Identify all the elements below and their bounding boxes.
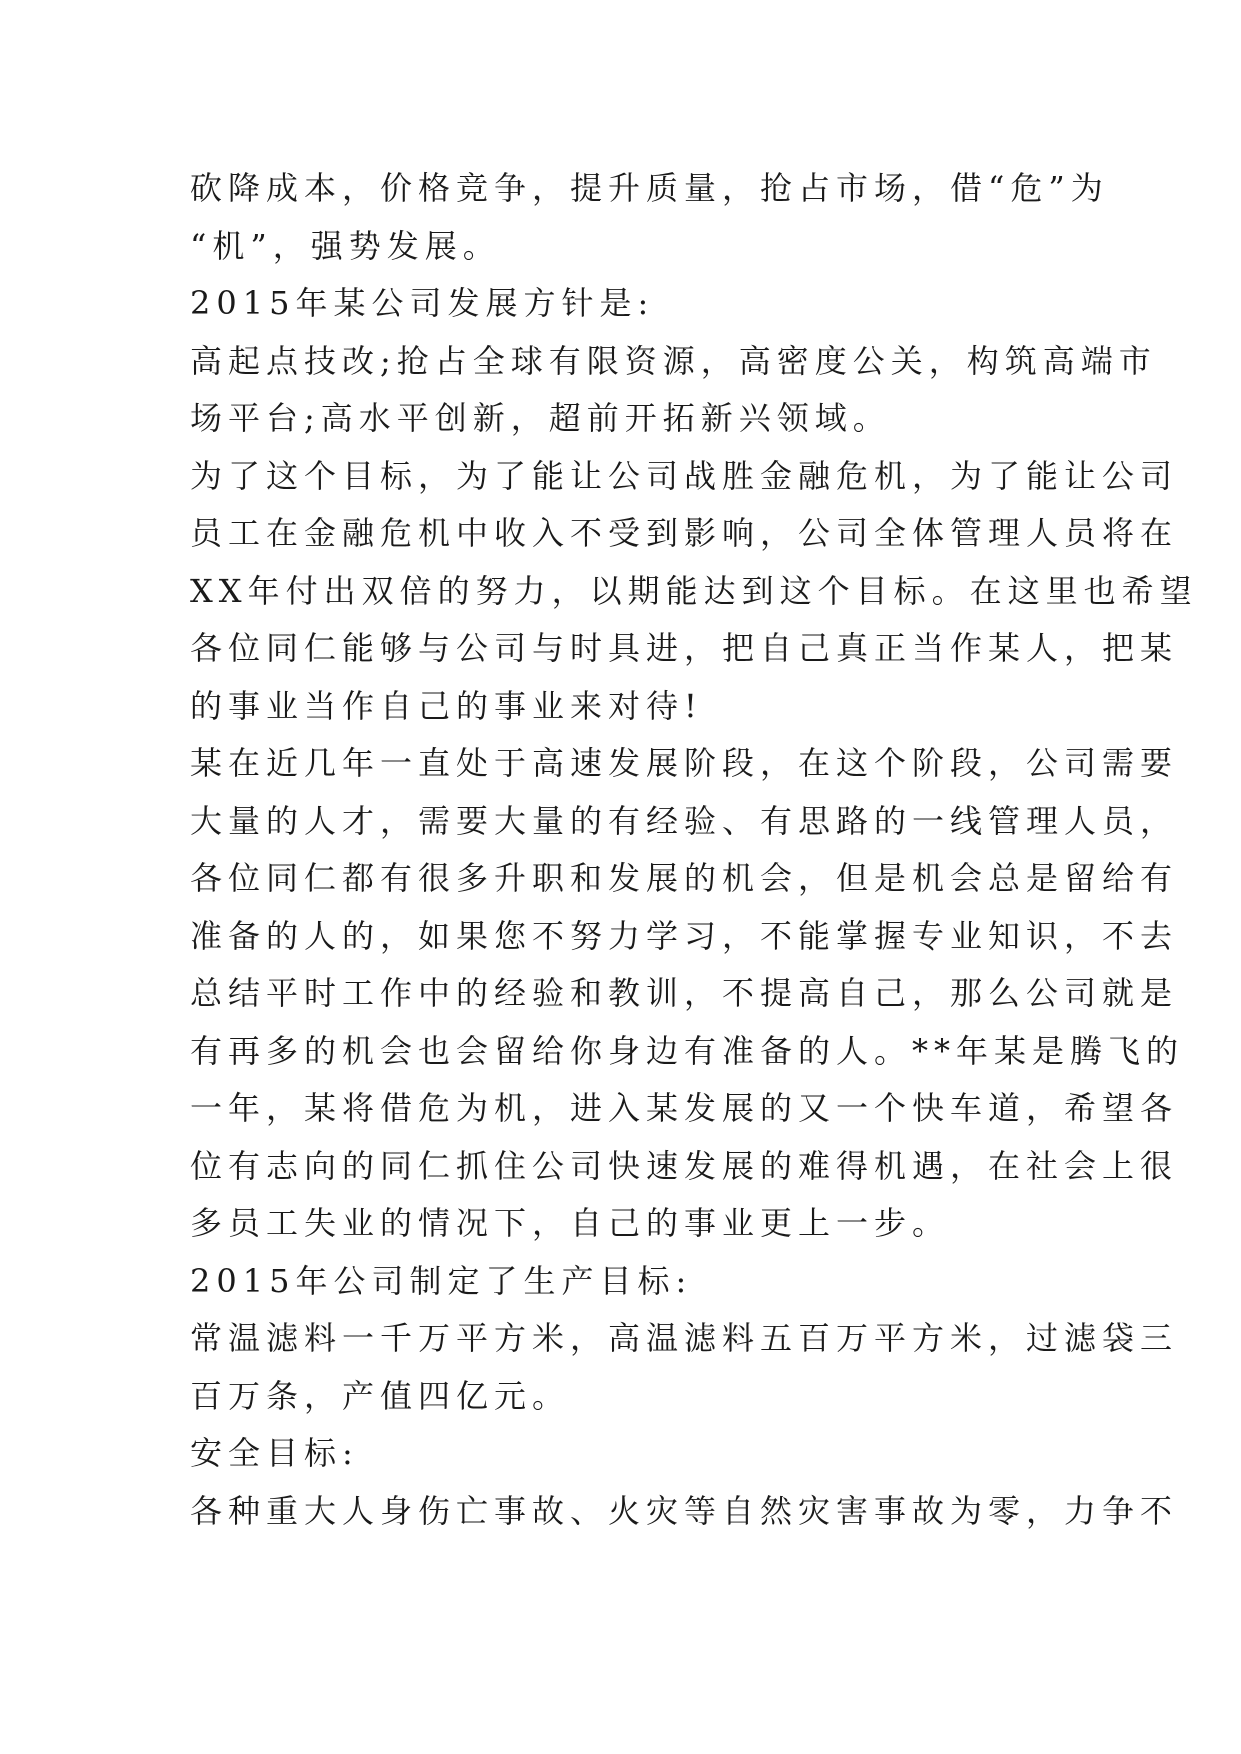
text-line: 有再多的机会也会留给你身边有准备的人。**年某是腾飞的: [190, 1031, 1185, 1070]
text-line: 砍降成本，价格竞争，提升质量，抢占市场，借“危”为: [190, 169, 1109, 207]
text-line: 2015年公司制定了生产目标:: [190, 1261, 693, 1300]
text-line: 多员工失业的情况下，自己的事业更上一步。: [190, 1204, 951, 1242]
text-line: 为了这个目标，为了能让公司战胜金融危机，为了能让公司: [190, 456, 1179, 495]
text-line: 各位同仁能够与公司与时具进，把自己真正当作某人，把某: [190, 629, 1179, 667]
text-line: 大量的人才，需要大量的有经验、有思路的一线管理人员，: [190, 801, 1179, 840]
text-line: 准备的人的，如果您不努力学习，不能掌握专业知识，不去: [190, 916, 1179, 955]
text-line: 一年，某将借危为机，进入某发展的又一个快车道，希望各: [190, 1089, 1179, 1127]
text-line: 2015年某公司发展方针是:: [190, 284, 655, 322]
text-line: XX年付出双倍的努力，以期能达到这个目标。在这里也希望: [190, 571, 1198, 610]
text-line: 百万条，产值四亿元。: [190, 1376, 571, 1415]
text-line: 员工在金融危机中收入不受到影响，公司全体管理人员将在: [190, 514, 1179, 552]
text-line: 总结平时工作中的经验和教训，不提高自己，那么公司就是: [190, 974, 1179, 1012]
text-line: 各位同仁都有很多升职和发展的机会，但是机会总是留给有: [190, 859, 1179, 897]
text-line: 各种重大人身伤亡事故、火灾等自然灾害事故为零，力争不: [190, 1491, 1179, 1530]
text-line: 高起点技改;抢占全球有限资源，高密度公关，构筑高端市: [190, 341, 1157, 380]
text-line: 的事业当作自己的事业来对待!: [190, 686, 703, 725]
text-line: 某在近几年一直处于高速发展阶段，在这个阶段，公司需要: [190, 744, 1179, 782]
text-line: 常温滤料一千万平方米，高温滤料五百万平方米，过滤袋三: [190, 1319, 1179, 1357]
text-line: 位有志向的同仁抓住公司快速发展的难得机遇，在社会上很: [190, 1146, 1179, 1185]
text-line: 安全目标:: [190, 1434, 359, 1472]
text-line: “机”，强势发展。: [190, 226, 501, 265]
document-body: [190, 160, 1198, 1540]
text-line: 场平台;高水平创新，超前开拓新兴领域。: [190, 399, 891, 437]
